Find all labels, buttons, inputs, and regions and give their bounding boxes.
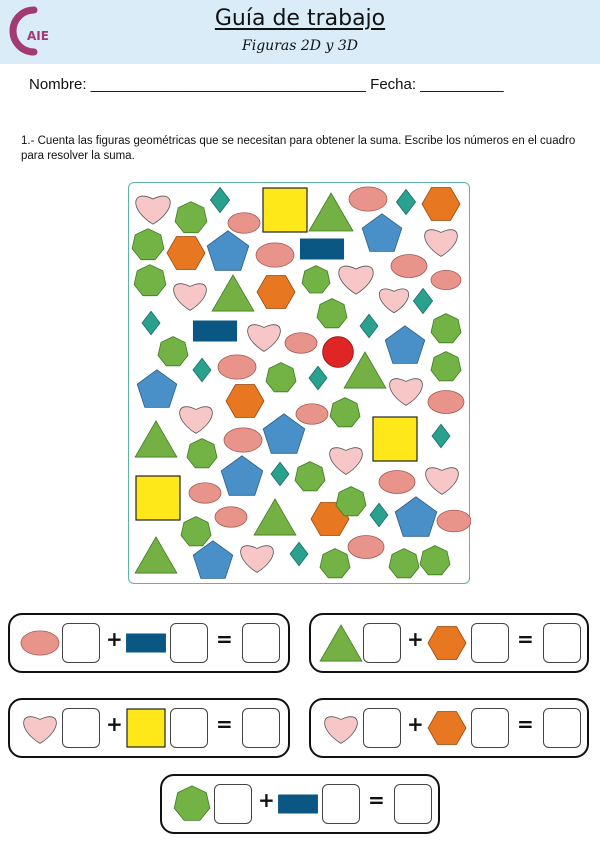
circle-shape	[323, 337, 354, 368]
heptagon-shape	[266, 363, 296, 392]
rectangle-shape	[126, 634, 166, 653]
oval-shape	[285, 333, 317, 353]
name-field[interactable]: _________________________________	[90, 76, 366, 93]
count-box[interactable]	[363, 708, 401, 748]
hexagon-shape	[257, 276, 295, 309]
square-shape	[136, 476, 180, 520]
pentagon-shape	[137, 370, 177, 408]
answer-box[interactable]	[543, 708, 581, 748]
header-banner	[0, 0, 600, 64]
heart-shape	[174, 284, 207, 311]
diamond-shape	[432, 424, 450, 448]
date-field[interactable]: __________	[420, 76, 504, 93]
hexagon-shape	[167, 237, 205, 270]
heart-shape	[24, 717, 57, 744]
count-box[interactable]	[62, 708, 100, 748]
heptagon-shape	[336, 487, 366, 516]
heart-shape	[241, 546, 274, 573]
oval-shape	[224, 428, 262, 452]
shape-canvas	[129, 183, 471, 585]
oval-shape	[437, 510, 471, 532]
square-shape	[127, 709, 165, 747]
square-shape	[263, 188, 307, 232]
triangle-shape	[254, 499, 296, 535]
answer-box[interactable]	[242, 623, 280, 663]
oval-shape	[296, 404, 328, 424]
heptagon-shape	[320, 549, 350, 578]
heart-shape	[248, 325, 281, 352]
pentagon-shape	[193, 541, 233, 579]
pentagon-shape	[385, 326, 425, 364]
diamond-shape	[396, 189, 415, 214]
equals-sign: =	[517, 627, 534, 651]
triangle-shape	[135, 421, 177, 457]
plus-sign: +	[407, 627, 424, 651]
diamond-shape	[193, 358, 211, 382]
heptagon-shape	[187, 439, 217, 468]
heptagon-shape	[431, 352, 461, 381]
equation-card	[8, 698, 290, 758]
rectangle-shape	[278, 795, 318, 814]
heptagon-shape	[134, 265, 166, 296]
diamond-shape	[360, 314, 378, 338]
oval-shape	[348, 535, 384, 558]
equation-card	[309, 698, 589, 758]
answer-box[interactable]	[242, 708, 280, 748]
oval-shape	[228, 213, 260, 233]
logo-text: AIE	[27, 29, 49, 43]
pentagon-shape	[221, 456, 263, 496]
heart-shape	[136, 196, 171, 224]
plus-sign: +	[106, 712, 123, 736]
count-box[interactable]	[214, 784, 252, 824]
heptagon-shape	[181, 517, 211, 546]
heart-shape	[180, 407, 213, 434]
heart-shape	[425, 230, 458, 257]
heart-shape	[390, 379, 423, 406]
hexagon-shape	[226, 385, 264, 418]
oval-shape	[428, 390, 464, 413]
date-label: Fecha:	[370, 76, 417, 93]
oval-shape	[431, 270, 461, 289]
rectangle-shape	[300, 239, 344, 260]
pentagon-shape	[362, 214, 402, 252]
heptagon-shape	[317, 299, 347, 328]
pentagon-shape	[207, 231, 249, 270]
oval-shape	[349, 187, 387, 211]
equals-sign: =	[517, 712, 534, 736]
page-title: Guía de trabajo	[214, 6, 386, 31]
count-box[interactable]	[322, 784, 360, 824]
count-box[interactable]	[170, 708, 208, 748]
equals-sign: =	[216, 627, 233, 651]
heptagon-shape	[295, 462, 325, 491]
heptagon-shape	[420, 546, 450, 575]
heart-shape	[325, 717, 358, 744]
heart-shape	[426, 468, 459, 495]
equation-card	[8, 613, 290, 673]
shape-collection	[128, 182, 470, 584]
rectangle-shape	[193, 321, 237, 342]
pentagon-shape	[395, 497, 437, 537]
equals-sign: =	[216, 712, 233, 736]
heptagon-shape	[174, 786, 210, 821]
square-shape	[373, 417, 417, 461]
heart-shape	[379, 289, 408, 313]
heptagon-shape	[330, 398, 360, 427]
oval-shape	[21, 631, 59, 655]
triangle-shape	[135, 537, 177, 573]
oval-shape	[189, 483, 221, 503]
count-box[interactable]	[62, 623, 100, 663]
diamond-shape	[413, 288, 432, 313]
oval-shape	[218, 355, 256, 379]
diamond-shape	[370, 503, 388, 527]
answer-box[interactable]	[543, 623, 581, 663]
plus-sign: +	[106, 627, 123, 651]
heptagon-shape	[431, 314, 461, 343]
name-date-line	[29, 76, 504, 93]
hexagon-shape	[428, 712, 466, 745]
diamond-shape	[309, 366, 327, 390]
diamond-shape	[210, 187, 229, 212]
diamond-shape	[271, 462, 289, 486]
answer-box[interactable]	[394, 784, 432, 824]
name-label: Nombre:	[29, 76, 87, 93]
heart-shape	[330, 448, 363, 475]
heptagon-shape	[389, 549, 419, 578]
heptagon-shape	[158, 337, 188, 366]
equals-sign: =	[368, 788, 385, 812]
heart-shape	[339, 266, 374, 294]
equation-card	[160, 774, 440, 834]
triangle-shape	[212, 275, 254, 311]
plus-sign: +	[407, 712, 424, 736]
oval-shape	[391, 254, 427, 277]
hexagon-shape	[422, 188, 460, 221]
oval-shape	[379, 470, 415, 493]
heptagon-shape	[302, 266, 330, 293]
instruction-text: 1.- Cuenta las figuras geométricas que se necesitan para obtener la suma. Escribe los números en el cuadro para resolver la suma.	[21, 135, 576, 162]
count-box[interactable]	[363, 623, 401, 663]
diamond-shape	[290, 542, 308, 566]
plus-sign: +	[258, 788, 275, 812]
count-box[interactable]	[471, 708, 509, 748]
hexagon-shape	[428, 627, 466, 660]
heptagon-shape	[132, 229, 164, 260]
heptagon-shape	[175, 202, 207, 233]
count-box[interactable]	[170, 623, 208, 663]
oval-shape	[215, 507, 247, 527]
diamond-shape	[142, 311, 160, 335]
triangle-shape	[320, 625, 362, 661]
page-subtitle: Figuras 2D y 3D	[242, 38, 358, 54]
equation-card	[309, 613, 589, 673]
count-box[interactable]	[471, 623, 509, 663]
triangle-shape	[309, 193, 353, 231]
oval-shape	[256, 243, 294, 267]
